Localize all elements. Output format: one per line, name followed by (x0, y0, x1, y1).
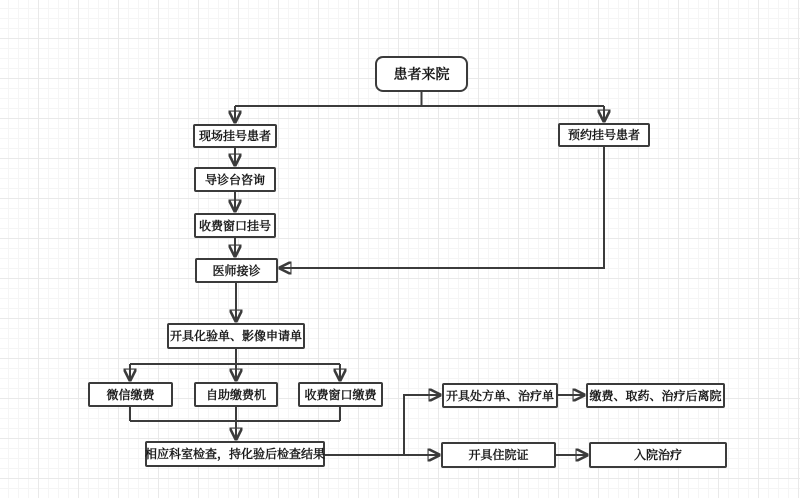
node-label: 预约挂号患者 (567, 128, 640, 142)
node-label: 开具处方单、治疗单 (445, 388, 554, 403)
node-guide-desk-consult[interactable] (194, 167, 276, 192)
node-onsite-registration[interactable] (193, 124, 277, 148)
node-department-exam-results[interactable] (145, 441, 325, 467)
node-inpatient-treatment[interactable] (589, 442, 727, 468)
node-fee-window-registration[interactable] (194, 213, 276, 238)
node-label: 入院治疗 (633, 448, 682, 462)
node-label: 开具住院证 (468, 448, 529, 462)
node-label: 微信缴费 (106, 387, 155, 402)
node-label: 自助缴费机 (205, 387, 266, 402)
node-label: 开具化验单、影像申请单 (169, 329, 302, 343)
node-patient-arrival[interactable] (375, 56, 468, 92)
node-pay-medicine-leave[interactable] (586, 383, 725, 408)
node-doctor-consultation[interactable] (195, 258, 278, 283)
node-label: 患者来院 (393, 66, 450, 82)
node-label: 相应科室检查，持化验后检查结果 (145, 447, 326, 461)
node-label: 医师接诊 (212, 263, 261, 278)
node-label: 收费窗口缴费 (304, 387, 377, 402)
edge-exam-to-prescription (404, 395, 440, 455)
node-issue-prescription-treatment[interactable] (442, 383, 558, 408)
node-self-service-kiosk[interactable] (194, 382, 278, 407)
node-appointment-registration[interactable] (558, 123, 650, 147)
node-label: 收费窗口挂号 (198, 218, 271, 233)
node-label: 缴费、取药、治疗后离院 (589, 388, 722, 403)
node-issue-admission-cert[interactable] (441, 442, 556, 468)
node-wechat-payment[interactable] (88, 382, 173, 407)
node-label: 导诊台咨询 (204, 172, 265, 187)
edge-appointment-to-doctor (280, 147, 604, 268)
node-label: 现场挂号患者 (198, 129, 271, 143)
node-issue-lab-imaging-forms[interactable] (167, 323, 305, 349)
node-fee-window-payment[interactable] (298, 382, 383, 407)
